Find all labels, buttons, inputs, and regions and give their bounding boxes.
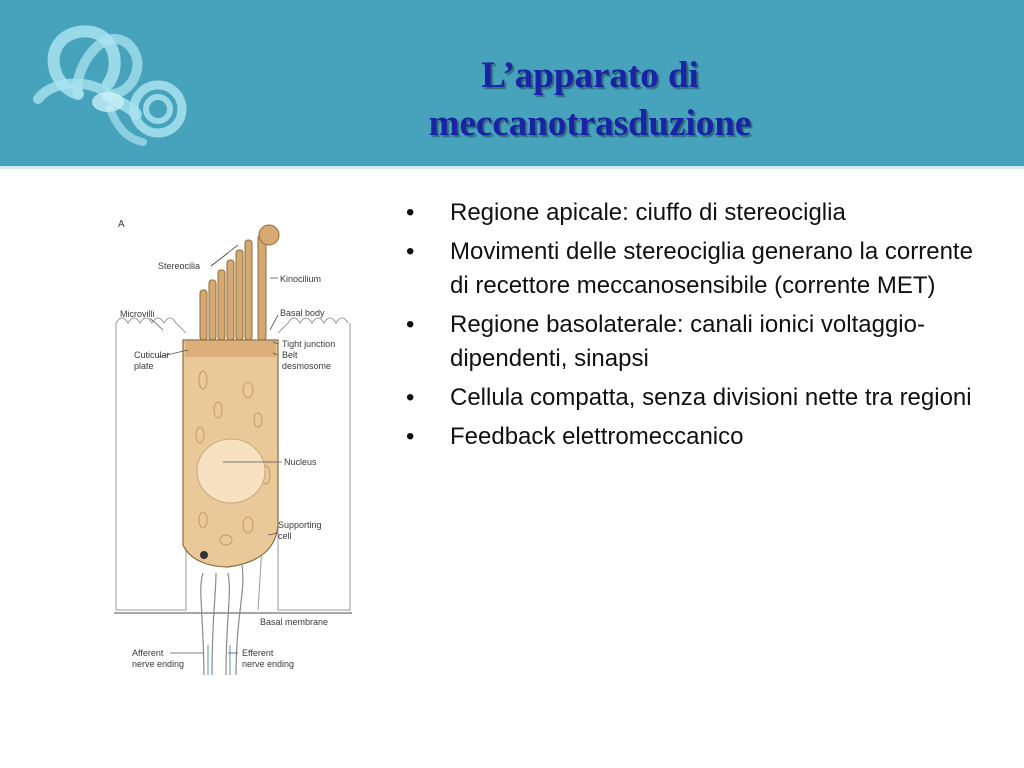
label-stereocilia: Stereocilia bbox=[158, 261, 201, 271]
label-supporting-1: Supporting bbox=[278, 520, 322, 530]
cuticular-plate bbox=[185, 341, 276, 357]
bullet-item bbox=[406, 196, 996, 230]
inner-ear-icon bbox=[18, 14, 193, 154]
bullet-marker: • bbox=[406, 238, 415, 265]
label-afferent-2: nerve ending bbox=[132, 659, 185, 669]
bullet-item bbox=[406, 420, 996, 454]
bullet-list bbox=[406, 196, 996, 459]
bullet-marker: • bbox=[406, 384, 415, 411]
nerve-fibers bbox=[201, 565, 243, 675]
title-line-1: L’apparato di bbox=[481, 55, 699, 96]
nucleus bbox=[197, 439, 265, 503]
label-basal-membrane: Basal membrane bbox=[260, 617, 329, 627]
bullet-text: Feedback elettromeccanico bbox=[450, 423, 744, 450]
label-basal-body: Basal body bbox=[280, 308, 325, 318]
label-afferent-1: Afferent bbox=[132, 648, 164, 658]
label-cuticular-1: Cuticular bbox=[134, 350, 170, 360]
label-cuticular-2: plate bbox=[134, 361, 154, 371]
bullet-marker: • bbox=[406, 199, 415, 226]
bullet-marker: • bbox=[406, 311, 415, 338]
bullet-item bbox=[406, 381, 996, 415]
label-tight-junction: Tight junction bbox=[282, 339, 336, 349]
bullet-text: Cellula compatta, senza divisioni nette tra regioni bbox=[450, 384, 972, 411]
slide-title bbox=[290, 52, 890, 148]
bullet-marker: • bbox=[406, 423, 415, 450]
label-efferent-1: Efferent bbox=[242, 648, 274, 658]
label-supporting-2: cell bbox=[278, 531, 292, 541]
label-microvilli: Microvilli bbox=[120, 309, 155, 319]
bullet-text: Regione basolaterale: canali ionici voltaggio-dipendenti, sinapsi bbox=[450, 311, 925, 372]
label-kinocilium: Kinocilium bbox=[280, 274, 322, 284]
header-divider bbox=[0, 166, 1024, 169]
panel-label: A bbox=[118, 219, 125, 230]
bullet-text: Regione apicale: ciuffo di stereociglia bbox=[450, 199, 846, 226]
label-efferent-2: nerve ending bbox=[242, 659, 295, 669]
hair-cell-figure bbox=[108, 205, 368, 680]
label-belt: Belt bbox=[282, 350, 298, 360]
title-line-2: meccanotrasduzione bbox=[428, 103, 752, 144]
label-desmosome: desmosome bbox=[282, 361, 332, 371]
stereocilia-bundle bbox=[200, 225, 279, 340]
label-nucleus: Nucleus bbox=[284, 457, 317, 467]
bullet-item bbox=[406, 308, 996, 376]
bullet-text: Movimenti delle stereociglia generano la corrente di recettore meccanosensibile (corrente MET) bbox=[450, 238, 973, 299]
synaptic-body bbox=[200, 551, 208, 559]
bullet-item bbox=[406, 235, 996, 303]
